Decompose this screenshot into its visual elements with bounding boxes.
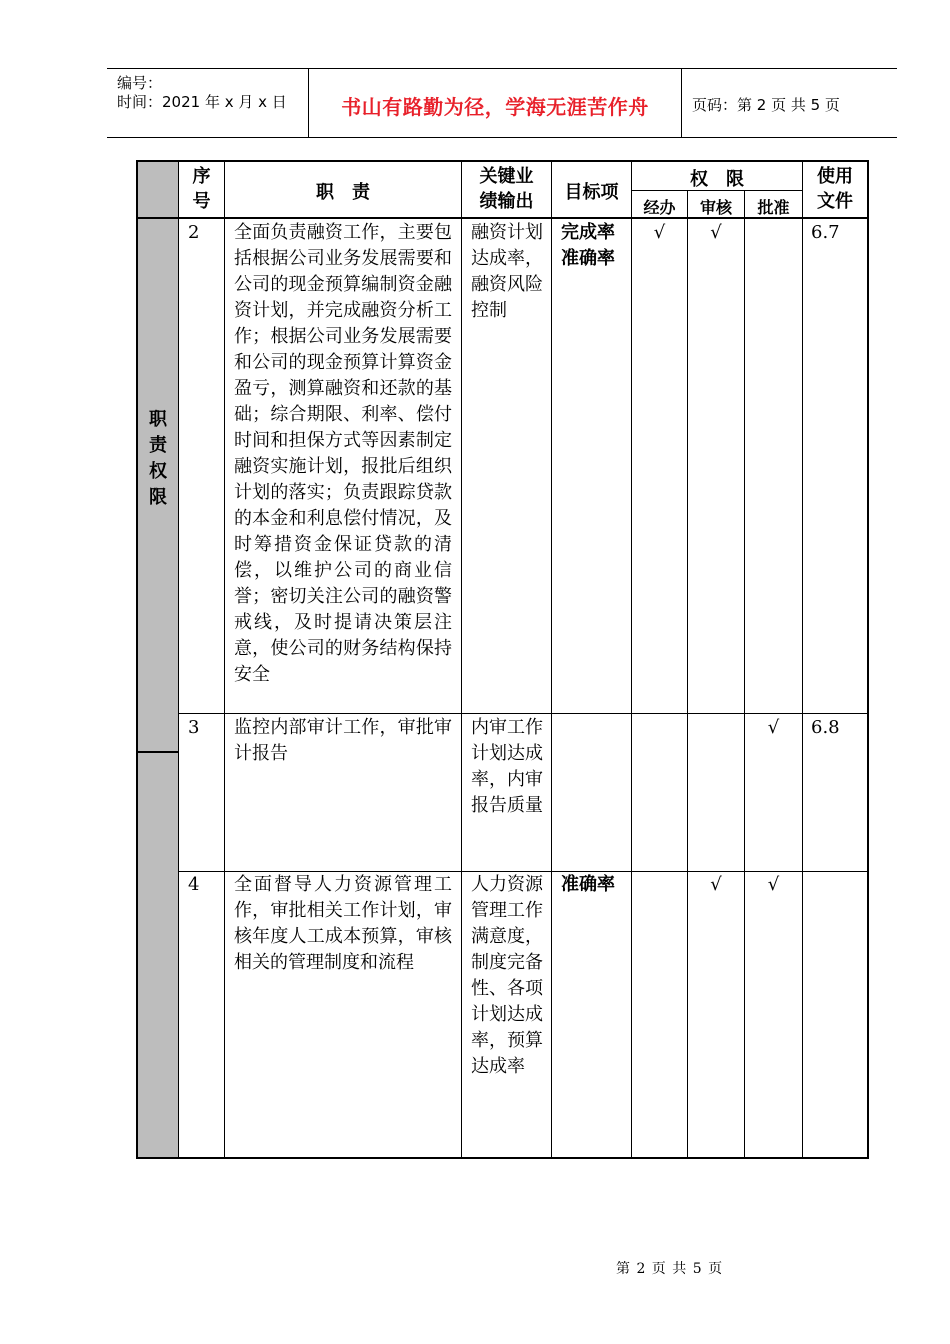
row-4-seq: 4 bbox=[188, 874, 200, 895]
row-3-approve-check: √ bbox=[767, 717, 780, 738]
page-footer: 第 2 页 共 5 页 bbox=[616, 1261, 724, 1277]
row-2-seq: 2 bbox=[188, 222, 200, 243]
document-header bbox=[107, 68, 897, 138]
header-page-cell bbox=[682, 69, 897, 137]
duty-authority-table bbox=[136, 160, 869, 1159]
col-header-doc: 使用 文件 bbox=[817, 166, 853, 212]
row-3-duty: 监控内部审计工作，审批审计报告 bbox=[234, 717, 452, 764]
col-header-handle: 经办 bbox=[643, 198, 676, 217]
row-2-kpi: 融资计划达成率，融资风险控制 bbox=[471, 222, 543, 321]
row-4-kpi: 人力资源管理工作满意度，制度完备性、各项计划达成率，预算达成率 bbox=[471, 874, 543, 1077]
row-4-duty: 全面督导人力资源管理工作，审批相关工作计划，审核年度人工成本预算，审核相关的管理制度和流程 bbox=[234, 874, 452, 973]
row-3-seq: 3 bbox=[188, 717, 200, 738]
col-header-approve: 批准 bbox=[757, 198, 790, 217]
section-column-shade bbox=[138, 219, 178, 1157]
section-column-header-shade bbox=[138, 162, 178, 217]
header-meta-cell bbox=[107, 69, 309, 137]
row-2-handle-check: √ bbox=[653, 222, 666, 243]
col-header-authority: 权 限 bbox=[690, 169, 744, 190]
col-header-seq: 序 号 bbox=[192, 166, 211, 212]
row-3-doc: 6.8 bbox=[811, 717, 840, 738]
col-header-review: 审核 bbox=[699, 198, 732, 217]
row-3-kpi: 内审工作计划达成率，内审报告质量 bbox=[471, 717, 543, 816]
col-header-kpi: 关键业 绩输出 bbox=[479, 166, 534, 212]
section-label: 职 责 权 限 bbox=[149, 409, 167, 508]
col-header-target: 目标项 bbox=[564, 182, 619, 203]
row-4-review-check: √ bbox=[710, 874, 722, 895]
row-2-target: 完成率 准确率 bbox=[561, 222, 615, 269]
row-2-duty: 全面负责融资工作，主要包括根据公司业务发展需要和公司的现金预算编制资金融资计划，并完成融资分析工作；根据公司业务发展需要和公司的现金预算计算资金盈亏，测算融资和还款的基础；综合期限、利率、偿付时间和担保方式等因素制定融资实施计划，报批后组织计划的落实；负责跟踪贷款的本金和利息偿付情况，及时筹措资金保证贷款的清偿，以维护公司的商业信誉；密切关注公司的融资警戒线，及时提请决策层注意，使公司的财务结构保持安全 bbox=[234, 222, 452, 685]
row-4-approve-check: √ bbox=[767, 874, 780, 895]
doc-time-label: 时间：2021 年 x 月 x 日 bbox=[117, 93, 287, 111]
row-2-review-check: √ bbox=[710, 222, 722, 243]
col-header-duty: 职 责 bbox=[316, 182, 370, 203]
header-motto-cell bbox=[309, 69, 682, 137]
row-2-doc: 6.7 bbox=[811, 222, 840, 243]
page-info: 页码：第 2 页 共 5 页 bbox=[692, 96, 840, 114]
motto-text: 书山有路勤为径，学海无涯苦作舟 bbox=[341, 95, 649, 119]
row-4-target: 准确率 bbox=[561, 874, 615, 895]
doc-code-label: 编号： bbox=[117, 74, 163, 92]
